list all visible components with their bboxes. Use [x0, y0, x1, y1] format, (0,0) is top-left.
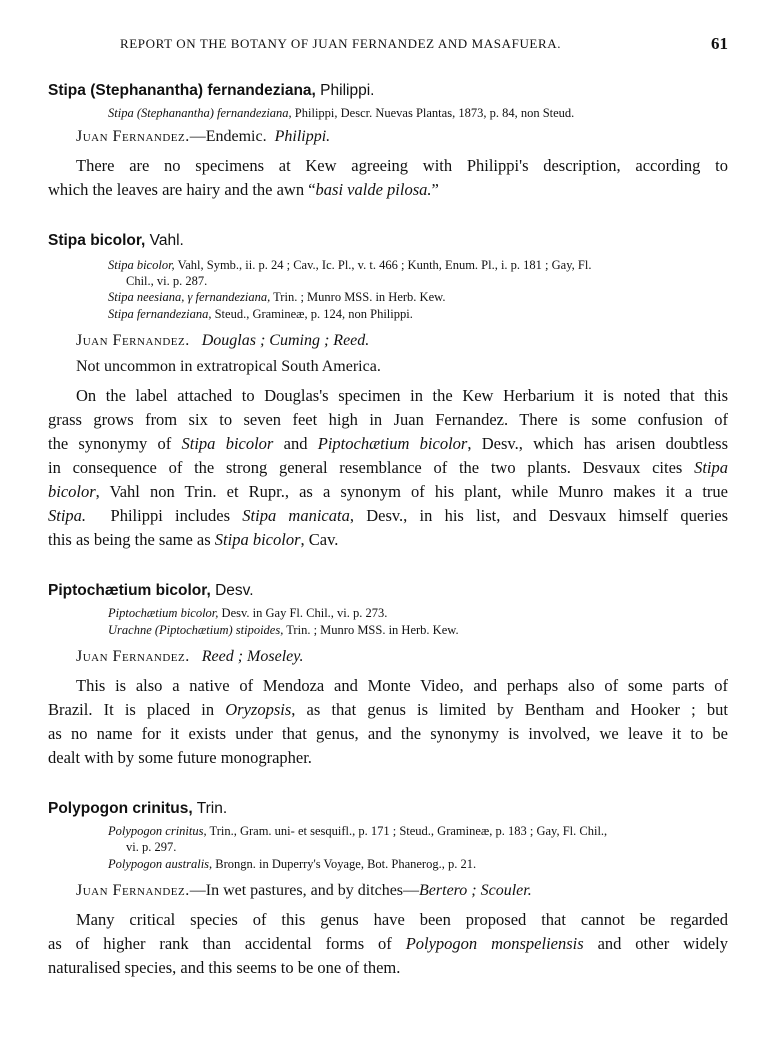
italic-text: Stipa neesiana, γ fernandeziana, — [108, 290, 271, 304]
text-run: the synonymy of — [48, 434, 172, 453]
locality-line — [76, 648, 303, 666]
paragraph-line: grass grows from six to seven feet high in Juan Fernandez. There is some confusion of — [48, 410, 728, 429]
italic-text: Piptochætium bicolor, — [108, 606, 219, 620]
synonym-continuation: Chil., vi. p. 287. — [126, 274, 208, 288]
synonym-line — [108, 857, 476, 872]
text-run: Trin. ; Munro MSS. in Herb. Kew. — [273, 290, 446, 304]
paragraph-line: as no name for it exists under that genus, and the synonymy is involved, we leave it to be — [48, 724, 728, 743]
italic-text: Stipa (Stephanantha) fernandeziana, — [108, 106, 292, 120]
text-run: this as being the same as — [48, 530, 211, 549]
italic-text: Bertero ; Scouler. — [419, 882, 532, 899]
italic-text: Oryzopsis — [225, 700, 292, 719]
italic-text: Piptochætium bicolor — [317, 434, 468, 453]
text-run: and other widely — [597, 934, 728, 953]
italic-text: Douglas ; Cuming ; Reed. — [201, 332, 370, 349]
italic-text: Polypogon australis, — [108, 857, 213, 871]
paragraph-line — [48, 700, 728, 720]
italic-text: Philippi. — [274, 128, 331, 145]
text-run: Stipa (Stephanantha) fernandeziana, — [48, 82, 316, 99]
page-header — [48, 36, 728, 56]
italic-text: Stipa bicolor, — [108, 258, 175, 272]
text-run: Philippi includes — [110, 506, 231, 525]
synonym-line — [108, 824, 607, 839]
text-run: Trin. ; Munro MSS. in Herb. Kew. — [286, 623, 459, 637]
species-heading — [48, 232, 184, 250]
italic-text: Stipa — [694, 458, 729, 477]
paragraph-line: Many critical species of this genus have been proposed that cannot be regarded — [76, 910, 728, 929]
page-number: 61 — [711, 34, 728, 53]
text-run: Steud., Gramineæ, p. 124, non Philippi. — [214, 307, 413, 321]
italic-text: bicolor — [48, 482, 96, 501]
text-run: Brazil. It is placed in — [48, 700, 215, 719]
species-heading — [48, 582, 254, 600]
locality-line — [76, 332, 369, 350]
italic-text: Urachne (Piptochætium) stipoides, — [108, 623, 284, 637]
synonym-line — [108, 307, 413, 322]
locality-line — [76, 128, 330, 146]
text-run: Stipa bicolor, — [48, 232, 146, 249]
text-run: and — [283, 434, 308, 453]
text-run: ” — [431, 180, 439, 199]
text-run: Philippi, Descr. Nuevas Plantas, 1873, p. 84, non Steud. — [294, 106, 575, 120]
italic-text: Stipa fernandeziana, — [108, 307, 212, 321]
paragraph-line — [48, 180, 728, 200]
italic-text: Stipa bicolor — [214, 530, 301, 549]
text-run: —In wet pastures, and by ditches— — [189, 882, 420, 899]
synonym-line — [108, 258, 591, 273]
text-run: Vahl, Symb., ii. p. 24 ; Cav., Ic. Pl., v. t. 466 ; Kunth, Enum. Pl., i. p. 181 ; Gay, Fl. — [177, 258, 592, 272]
text-run: , Vahl non Trin. et Rupr., as a synonym of his plant, while Munro makes it a true — [95, 482, 728, 501]
text-run: in consequence of the strong general resemblance of the two plants. Desvaux cites — [48, 458, 683, 477]
text-run: Juan Fernandez. — [76, 648, 190, 665]
text-run: Polypogon crinitus, — [48, 800, 193, 817]
italic-text: Reed ; Moseley. — [201, 648, 304, 665]
paragraph-line: naturalised species, and this seems to be one of them. — [48, 958, 401, 977]
paragraph-line — [48, 506, 728, 526]
italic-text: basi valde pilosa. — [315, 180, 432, 199]
italic-text: Stipa. — [48, 506, 87, 525]
text-run: , Cav. — [300, 530, 339, 549]
text-run: Juan Fernandez. — [76, 332, 190, 349]
text-run: Juan Fernandez. — [76, 882, 190, 899]
text-run: Vahl. — [149, 232, 184, 249]
synonym-line — [108, 106, 574, 121]
text-run: Trin., Gram. uni- et sesquifl., p. 171 ; Steud., Gramineæ, p. 183 ; Gay, Fl. Chil., — [209, 824, 608, 838]
paragraph-line — [48, 934, 728, 954]
text-run: —Endemic. — [189, 128, 267, 145]
paragraph-line — [48, 530, 728, 550]
text-run: Philippi. — [320, 82, 375, 99]
text-run: , Desv., which has arisen doubtless — [467, 434, 729, 453]
species-heading — [48, 82, 374, 100]
synonym-line — [108, 290, 445, 305]
paragraph-line — [48, 458, 728, 478]
text-run: as of higher rank than accidental forms of — [48, 934, 392, 953]
italic-text: Polypogon monspeliensis — [405, 934, 584, 953]
paragraph-line: This is also a native of Mendoza and Monte Video, and perhaps also of some parts of — [76, 676, 728, 695]
italic-text: Polypogon crinitus, — [108, 824, 207, 838]
text-run: Piptochætium bicolor, — [48, 582, 211, 599]
running-head: REPORT ON THE BOTANY OF JUAN FERNANDEZ AND MASAFUERA. — [120, 36, 562, 51]
synonym-continuation: vi. p. 297. — [126, 840, 177, 854]
text-run: Desv. — [215, 582, 254, 599]
synonym-line — [108, 623, 459, 638]
locality-line — [76, 882, 532, 900]
text-run: , Desv., in his list, and Desvaux himself queries — [349, 506, 729, 525]
text-run: Juan Fernandez. — [76, 128, 190, 145]
text-run: Desv. in Gay Fl. Chil., vi. p. 273. — [221, 606, 388, 620]
text-run: Trin. — [196, 800, 228, 817]
synonym-line — [108, 606, 387, 621]
italic-text: Stipa manicata — [242, 506, 350, 525]
text-run: which the leaves are hairy and the awn “ — [48, 180, 316, 199]
paragraph-line: dealt with by some future monographer. — [48, 748, 312, 767]
text-run: Brongn. in Duperry's Voyage, Bot. Phanerog., p. 21. — [215, 857, 477, 871]
paragraph-line — [48, 434, 728, 454]
paragraph-line — [48, 482, 728, 502]
species-heading — [48, 800, 227, 818]
paragraph-line: On the label attached to Douglas's specimen in the Kew Herbarium it is noted that this — [76, 386, 728, 405]
italic-text: Stipa bicolor — [181, 434, 274, 453]
text-run: , as that genus is limited by Bentham and Hooker ; but — [291, 700, 728, 719]
paragraph-line: There are no specimens at Kew agreeing with Philippi's description, according to — [76, 156, 728, 175]
distribution-note: Not uncommon in extratropical South America. — [76, 358, 381, 375]
